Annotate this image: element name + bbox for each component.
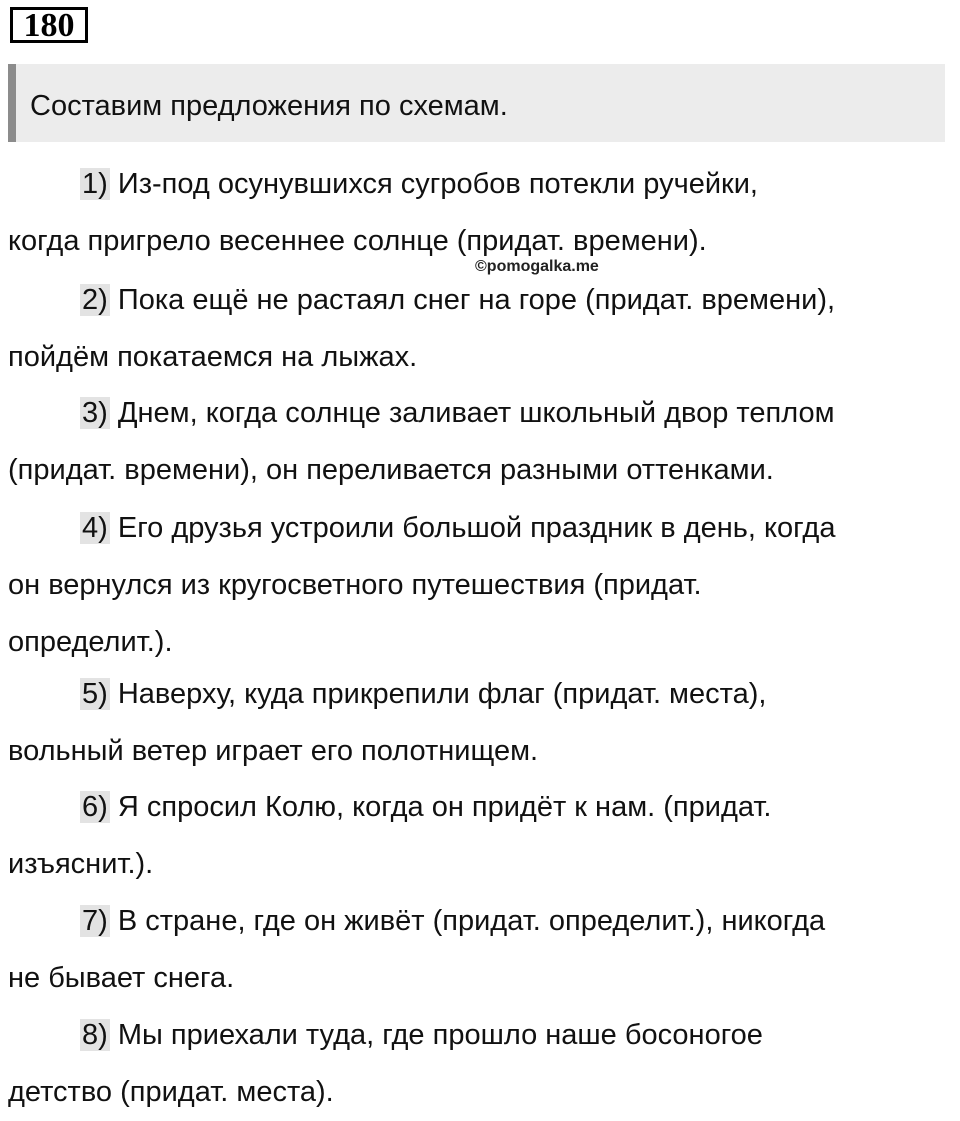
- watermark: ©pomogalka.me: [475, 258, 599, 275]
- sentence-item-2: [8, 272, 953, 386]
- item-text-line: изъяснит.).: [8, 848, 154, 880]
- sentence-item-3: [8, 385, 953, 499]
- item-text-line: Я спросил Колю, когда он придёт к нам. (придат.: [117, 791, 772, 823]
- item-number: 1): [82, 168, 108, 200]
- task-number-badge: 180: [10, 7, 88, 43]
- item-text-line: когда пригрело весеннее солнце (придат. времени).: [8, 225, 707, 257]
- sentence-item-5: [8, 666, 953, 780]
- item-number: 5): [82, 678, 108, 710]
- item-number: 3): [82, 397, 108, 429]
- item-text-line: Мы приехали туда, где прошло наше босоногое: [117, 1019, 763, 1051]
- item-number: 8): [82, 1019, 108, 1051]
- sentence-item-7: [8, 893, 953, 1007]
- item-text-line: вольный ветер играет его полотнищем.: [8, 735, 539, 767]
- item-text-line: (придат. времени), он переливается разными оттенками.: [8, 454, 774, 486]
- item-text-line: определит.).: [8, 626, 173, 658]
- item-number: 6): [82, 791, 108, 823]
- item-text-line: пойдём покатаемся на лыжах.: [8, 341, 418, 373]
- item-text-line: не бывает снега.: [8, 962, 235, 994]
- item-text-line: Днем, когда солнце заливает школьный двор теплом: [117, 397, 835, 429]
- intro-text: Составим предложения по схемам.: [30, 90, 508, 122]
- intro-block: [8, 64, 945, 142]
- sentence-item-8: [8, 1007, 953, 1121]
- sentence-item-4: [8, 500, 953, 671]
- item-number: 7): [82, 905, 108, 937]
- item-text-line: Из-под осунувшихся сугробов потекли ручейки,: [117, 168, 758, 200]
- item-text-line: Наверху, куда прикрепили флаг (придат. места),: [117, 678, 767, 710]
- item-text-line: Пока ещё не растаял снег на горе (придат. времени),: [117, 284, 836, 316]
- item-text-line: Его друзья устроили большой праздник в день, когда: [117, 512, 836, 544]
- item-number: 2): [82, 284, 108, 316]
- item-text-line: детство (придат. места).: [8, 1076, 334, 1108]
- sentence-item-1: [8, 156, 953, 270]
- item-text-line: он вернулся из кругосветного путешествия (придат.: [8, 569, 702, 601]
- item-text-line: В стране, где он живёт (придат. определит.), никогда: [117, 905, 826, 937]
- sentence-item-6: [8, 779, 953, 893]
- item-number: 4): [82, 512, 108, 544]
